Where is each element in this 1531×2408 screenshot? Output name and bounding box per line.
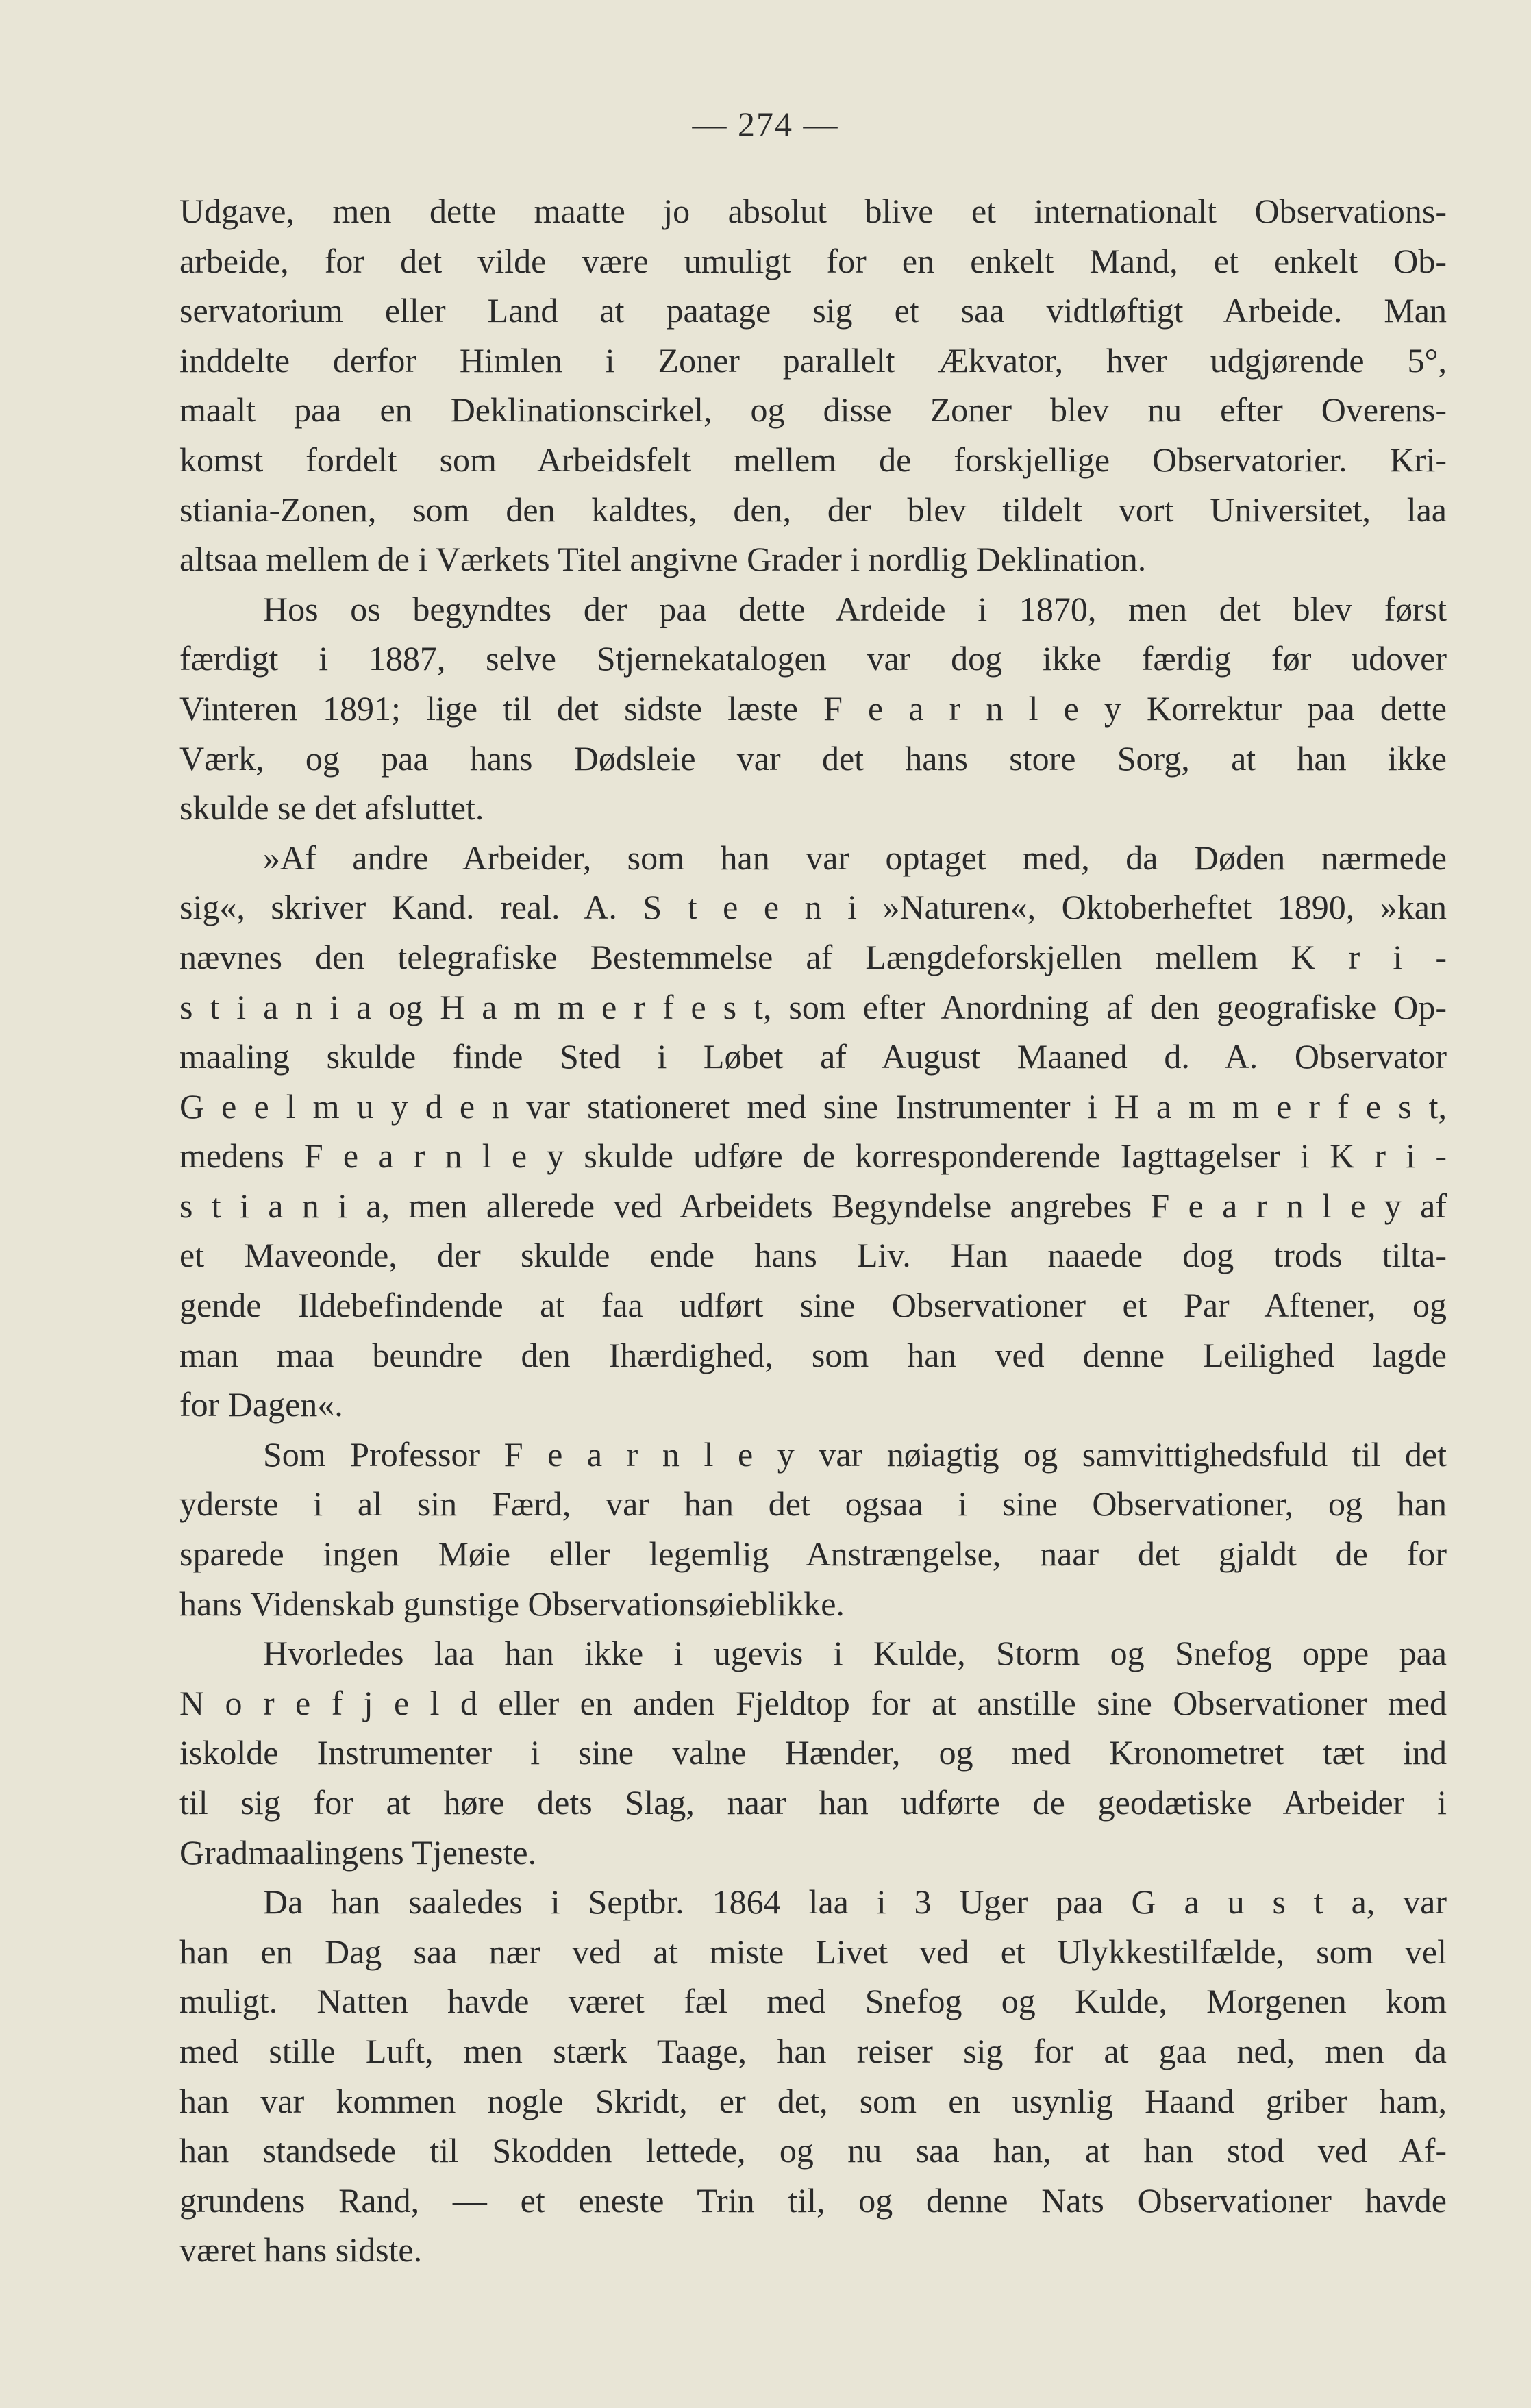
text-line: hans Videnskab gunstige Observationsøieblikke. bbox=[179, 1584, 845, 1623]
text-line: et Maveonde, der skulde ende hans Liv. Han naaede dog trods tilta- bbox=[179, 1236, 1447, 1275]
text-line: Udgave, men dette maatte jo absolut blive et internationalt Observations- bbox=[179, 192, 1447, 230]
text-line: N o r e f j e l d eller en anden Fjeldtop for at anstille sine Observationer med bbox=[179, 1683, 1447, 1722]
paragraph bbox=[179, 1430, 1447, 1628]
text-line: »Af andre Arbeider, som han var optaget med, da Døden nærmede bbox=[263, 838, 1447, 877]
text-line: Hos os begyndtes der paa dette Ardeide i 1870, men det blev først bbox=[263, 589, 1447, 628]
text-line: Værk, og paa hans Dødsleie var det hans store Sorg, at han ikke bbox=[179, 738, 1447, 778]
text-line: iskolde Instrumenter i sine valne Hænder, og med Kronometret tæt ind bbox=[179, 1733, 1447, 1772]
text-line: Gradmaalingens Tjeneste. bbox=[179, 1833, 537, 1872]
text-line: han en Dag saa nær ved at miste Livet ved et Ulykkestilfælde, som vel bbox=[179, 1932, 1447, 1971]
text-line: altsaa mellem de i Værkets Titel angivne Grader i nordlig Deklination. bbox=[179, 540, 1147, 579]
text-line: arbeide, for det vilde være umuligt for en enkelt Mand, et enkelt Ob- bbox=[179, 241, 1447, 280]
text-line: maalt paa en Deklinationscirkel, og disse Zoner blev nu efter Overens- bbox=[179, 390, 1447, 430]
text-line: servatorium eller Land at paatage sig et saa vidtløftigt Arbeide. Man bbox=[179, 291, 1447, 330]
text-line: færdigt i 1887, selve Stjernekatalogen var dog ikke færdig før udover bbox=[179, 639, 1447, 678]
text-line: komst fordelt som Arbeidsfelt mellem de forskjellige Observatorier. Kri- bbox=[179, 440, 1447, 479]
text-line: yderste i al sin Færd, var han det ogsaa i sine Observationer, og han bbox=[179, 1485, 1447, 1524]
text-line: med stille Luft, men stærk Taage, han reiser sig for at gaa ned, men da bbox=[179, 2031, 1447, 2070]
text-line: Hvorledes laa han ikke i ugevis i Kulde, Storm og Snefog oppe paa bbox=[263, 1634, 1447, 1673]
text-line: medens F e a r n l e y skulde udføre de korresponderende Iagttagelser i K r i - bbox=[179, 1137, 1447, 1176]
text-line: Da han saaledes i Septbr. 1864 laa i 3 Uger paa G a u s t a, var bbox=[263, 1883, 1447, 1922]
text-line: Som Professor F e a r n l e y var nøiagtig og samvittighedsfuld til det bbox=[263, 1435, 1447, 1474]
text-line: muligt. Natten havde været fæl med Snefog og Kulde, Morgenen kom bbox=[179, 1982, 1447, 2021]
text-line: grundens Rand, — et eneste Trin til, og denne Nats Observationer havde bbox=[179, 2181, 1447, 2220]
text-line: for Dagen«. bbox=[179, 1385, 343, 1424]
text-line: G e e l m u y d e n var stationeret med sine Instrumenter i H a m m e r f e s t, bbox=[179, 1087, 1447, 1126]
paragraph bbox=[179, 186, 1447, 584]
page-number: — 274 — bbox=[692, 105, 839, 143]
text-line: han standsede til Skodden lettede, og nu saa han, at han stod ved Af- bbox=[179, 2131, 1447, 2170]
text-line: nævnes den telegrafiske Bestemmelse af Længdeforskjellen mellem K r i - bbox=[179, 937, 1447, 976]
text-line: været hans sidste. bbox=[179, 2231, 423, 2270]
text-line: Vinteren 1891; lige til det sidste læste F e a r n l e y Korrektur paa dette bbox=[179, 688, 1447, 728]
text-line: skulde se det afsluttet. bbox=[179, 789, 484, 828]
paragraph bbox=[179, 1877, 1447, 2275]
text-line: han var kommen nogle Skridt, er det, som en usynlig Haand griber ham, bbox=[179, 2081, 1447, 2120]
paragraph bbox=[179, 833, 1447, 1430]
text-line: sig«, skriver Kand. real. A. S t e e n i »Naturen«, Oktoberheftet 1890, »kan bbox=[179, 888, 1447, 927]
text-line: stiania-Zonen, som den kaldtes, den, der blev tildelt vort Universitet, laa bbox=[179, 490, 1447, 529]
text-line: s t i a n i a og H a m m e r f e s t, som efter Anordning af den geografiske Op- bbox=[179, 987, 1447, 1026]
text-line: s t i a n i a, men allerede ved Arbeidets Begyndelse angrebes F e a r n l e y af bbox=[179, 1186, 1447, 1225]
text-line: til sig for at høre dets Slag, naar han udførte de geodætiske Arbeider i bbox=[179, 1783, 1447, 1822]
text-line: man maa beundre den Ihærdighed, som han ved denne Leilighed lagde bbox=[179, 1335, 1447, 1374]
text-line: maaling skulde finde Sted i Løbet af August Maaned d. A. Observator bbox=[179, 1037, 1447, 1076]
body-text bbox=[179, 186, 1447, 2275]
text-line: sparede ingen Møie eller legemlig Anstrængelse, naar det gjaldt de for bbox=[179, 1535, 1447, 1574]
paragraph bbox=[179, 584, 1447, 833]
paragraph bbox=[179, 1628, 1447, 1877]
text-line: gende Ildebefindende at faa udført sine Observationer et Par Aftener, og bbox=[179, 1286, 1447, 1325]
text-line: inddelte derfor Himlen i Zoner parallelt Ækvator, hver udgjørende 5°, bbox=[179, 340, 1447, 380]
